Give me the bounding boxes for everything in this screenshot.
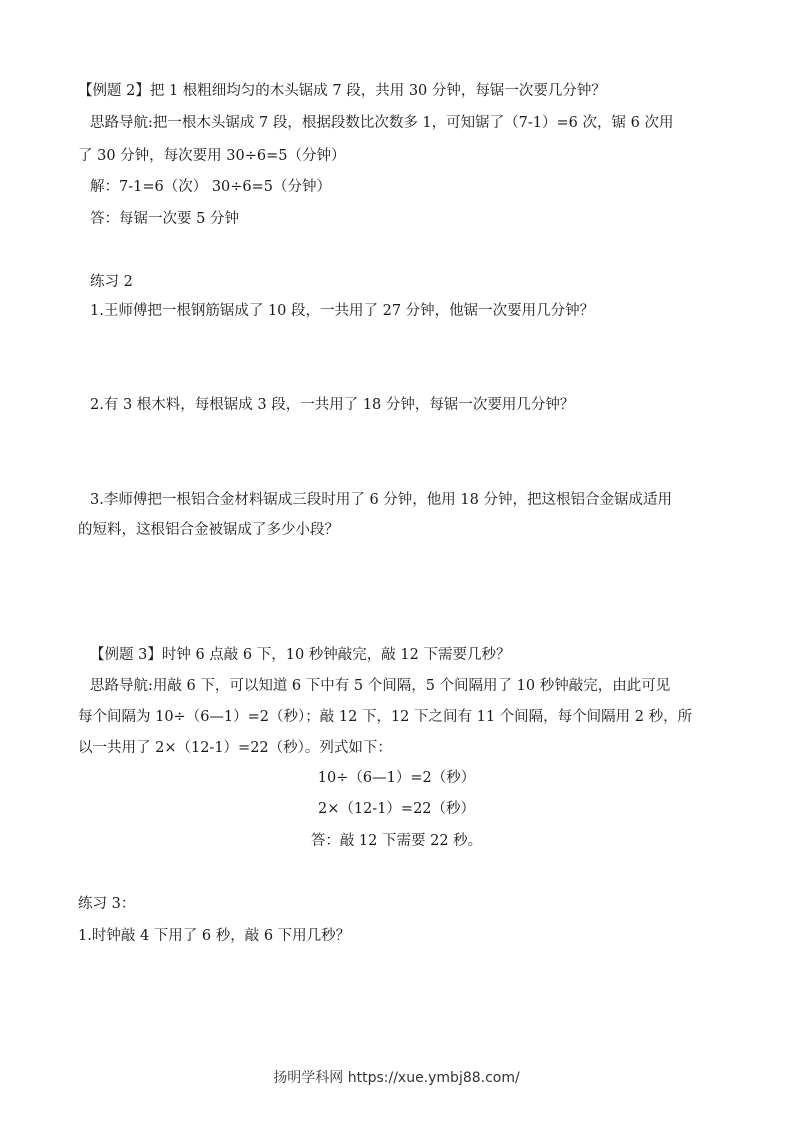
practice3-question-1: 1.时钟敲 4 下用了 6 秒，敲 6 下用几秒？: [78, 928, 351, 944]
practice2-question-2: 2.有 3 根木料，每根锯成 3 段，一共用了 18 分钟，每锯一次要用几分钟？: [90, 397, 575, 413]
example3-analysis-line3: 以一共用了 2×（12-1）=22（秒）。列式如下：: [78, 740, 392, 756]
example2-analysis-line2: 了 30 分钟，每次要用 30÷6=5（分钟）: [78, 148, 346, 164]
example3-formula-2: 2×（12-1）=22（秒）: [317, 801, 476, 817]
example2-solution: 解：7-1=6（次） 30÷6=5（分钟）: [90, 179, 332, 195]
example3-title: 【例题 3】时钟 6 点敲 6 下，10 秒钟敲完，敲 12 下需要几秒？: [90, 647, 511, 663]
practice2-question-1: 1.王师傅把一根钢筋锯成了 10 段，一共用了 27 分钟，他锯一次要用几分钟？: [90, 303, 595, 319]
example2-answer: 答：每锯一次要 5 分钟: [90, 211, 239, 227]
example3-formula-1: 10÷（6—1）=2（秒）: [317, 770, 476, 786]
example2-analysis-line1: 思路导航:把一根木头锯成 7 段，根据段数比次数多 1，可知锯了（7-1）=6 次，锯 6 次用: [90, 115, 674, 131]
example3-analysis-line1: 思路导航:用敲 6 下，可以知道 6 下中有 5 个间隔，5 个间隔用了 10 秒钟敲完，由此可见: [90, 678, 671, 694]
example3-answer: 答：敲 12 下需要 22 秒。: [310, 833, 483, 849]
practice2-question-3-line1: 3.李师傅把一根铝合金材料锯成三段时用了 6 分钟，他用 18 分钟，把这根铝合金锯成适用: [90, 492, 672, 508]
footer-watermark: 扬明学科网 https://xue.ymbj88.com/: [273, 1070, 520, 1086]
example3-analysis-line2: 每个间隔为 10÷（6—1）=2（秒）；敲 12 下，12 下之间有 11 个间隔，每个间隔用 2 秒，所: [78, 709, 693, 725]
practice2-title: 练习 2: [90, 274, 133, 290]
practice3-title: 练习 3：: [78, 896, 136, 912]
example2-title: 【例题 2】把 1 根粗细均匀的木头锯成 7 段，共用 30 分钟，每锯一次要几分钟？: [78, 83, 606, 99]
practice2-question-3-line2: 的短料，这根铝合金被锯成了多少小段？: [78, 522, 339, 538]
